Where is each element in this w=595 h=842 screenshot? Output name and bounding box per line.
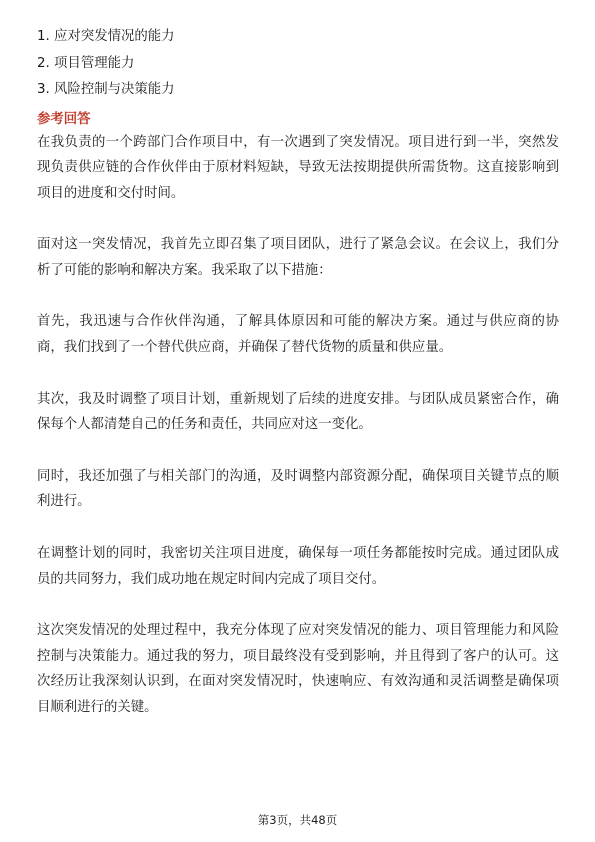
page-content xyxy=(37,27,559,721)
paragraph-4: 其次，我及时调整了项目计划，重新规划了后续的进度安排。与团队成员紧密合作，确保每个人都清楚自己的任务和责任，共同应对这一变化。 xyxy=(37,391,559,433)
paragraph-6: 在调整计划的同时，我密切关注项目进度，确保每一项任务都能按时完成。通过团队成员的共同努力，我们成功地在规定时间内完成了项目交付。 xyxy=(37,545,559,587)
ability-item-1: 1. 应对突发情况的能力 xyxy=(37,29,175,44)
paragraph-5: 同时，我还加强了与相关部门的沟通，及时调整内部资源分配，确保项目关键节点的顺利进行。 xyxy=(37,468,559,510)
ability-item-3: 3. 风险控制与决策能力 xyxy=(37,82,175,97)
page-number-footer: 第3页，共48页 xyxy=(257,813,338,827)
ability-item-2: 2. 项目管理能力 xyxy=(37,55,135,71)
paragraph-2: 面对这一突发情况，我首先立即召集了项目团队，进行了紧急会议。在会议上，我们分析了可能的影响和解决方案。我采取了以下措施： xyxy=(37,237,559,279)
paragraph-7: 这次突发情况的处理过程中，我充分体现了应对突发情况的能力、项目管理能力和风险控制与决策能力。通过我的努力，项目最终没有受到影响，并且得到了客户的认可。这次经历让我深刻认识到，在面对突发情况时，快速响应、有效沟通和灵活调整是确保项目顺利进行的关键。 xyxy=(37,622,559,716)
paragraph-1: 在我负责的一个跨部门合作项目中，有一次遇到了突发情况。项目进行到一半，突然发现负责供应链的合作伙伴由于原材料短缺，导致无法按期提供所需货物。这直接影响到项目的进度和交付时间。 xyxy=(37,134,559,202)
paragraph-3: 首先，我迅速与合作伙伴沟通，了解具体原因和可能的解决方案。通过与供应商的协商，我们找到了一个替代供应商，并确保了替代货物的质量和供应量。 xyxy=(37,314,559,356)
reference-answer-heading: 参考回答 xyxy=(37,111,91,127)
